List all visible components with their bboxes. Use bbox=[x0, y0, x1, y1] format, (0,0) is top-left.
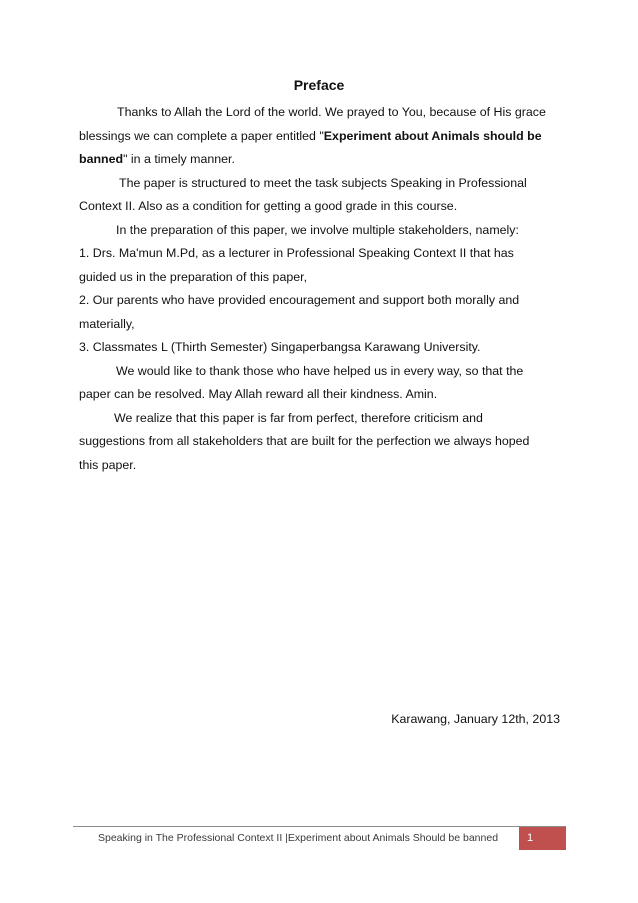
page-title: Preface bbox=[293, 77, 345, 93]
signature-date: Karawang, January 12th, 2013 bbox=[391, 712, 560, 726]
paragraph-4: We would like to thank those who have helped us in every way, so that the paper can be resolved. May Allah reward all their kindness. Amin. bbox=[79, 363, 524, 401]
page-number-badge: 1 bbox=[519, 827, 566, 850]
list-item-3: 3. Classmates L (Thirth Semester) Singaperbangsa Karawang University. bbox=[79, 340, 481, 354]
preface-body bbox=[79, 101, 549, 477]
paper-title-bold: Experiment about Animals should be banned bbox=[79, 128, 542, 166]
paragraph-3: In the preparation of this paper, we involve multiple stakeholders, namely: bbox=[116, 222, 519, 237]
list-item-1: 1. Drs. Ma'mun M.Pd, as a lecturer in Professional Speaking Context II that has guided us in the preparation of this paper, bbox=[79, 246, 514, 284]
footer-text: Speaking in The Professional Context II |Experiment about Animals Should be banned bbox=[98, 832, 499, 844]
paragraph-1 bbox=[79, 101, 549, 172]
paragraph-1-text-b: " in a timely manner. bbox=[123, 152, 235, 166]
paragraph-5: We realize that this paper is far from perfect, therefore criticism and suggestions from all stakeholders that are built for the perfection we always hoped this paper. bbox=[79, 410, 530, 472]
paragraph-1-text-a: Thanks to Allah the Lord of the world. We prayed to You, because of His grace blessings we can complete a paper entitled " bbox=[79, 105, 546, 143]
footer-divider bbox=[73, 826, 566, 827]
list-item-2: 2. Our parents who have provided encouragement and support both morally and materially, bbox=[79, 293, 520, 331]
paragraph-2: The paper is structured to meet the task subjects Speaking in Professional Context II. Also as a condition for getting a good grade in this course. bbox=[79, 175, 527, 213]
